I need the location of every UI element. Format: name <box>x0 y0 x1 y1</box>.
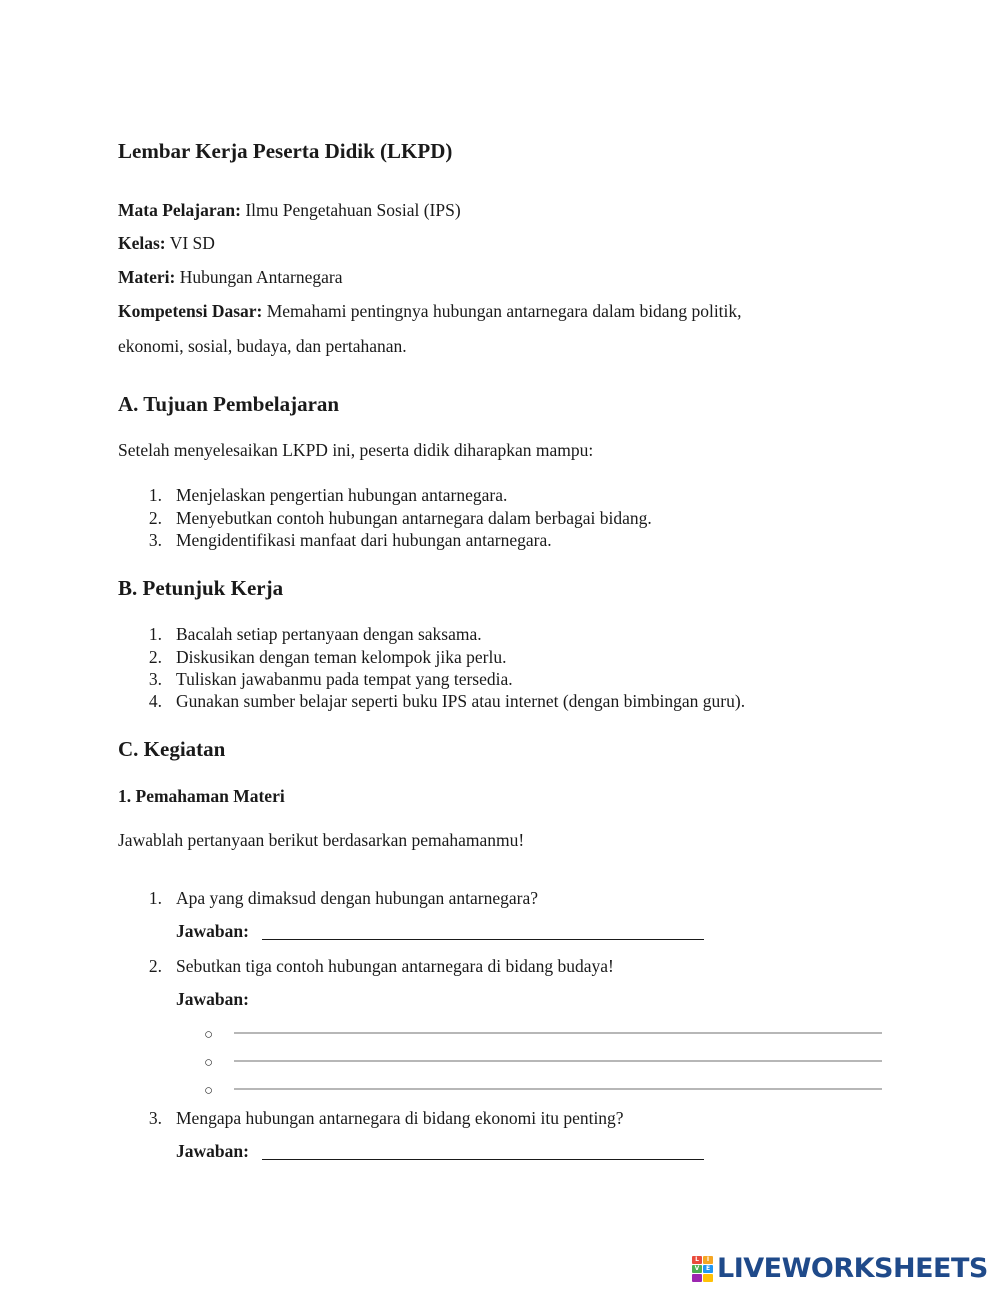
list-text: Mengidentifikasi manfaat dari hubungan antarnegara. <box>176 530 552 550</box>
list-text: Tuliskan jawabanmu pada tempat yang tersedia. <box>176 669 513 689</box>
topic-row <box>118 267 343 288</box>
list-number: 3. <box>148 669 162 689</box>
bullet-icon: ○ <box>204 1055 214 1071</box>
liveworksheets-logo[interactable] <box>692 1253 988 1284</box>
answer-input-1[interactable] <box>262 939 704 940</box>
list-text: Menjelaskan pengertian hubungan antarnegara. <box>176 485 508 505</box>
section-a-heading: A. Tujuan Pembelajaran <box>118 392 340 416</box>
competency-value-line1: Memahami pentingnya hubungan antarnegara dalam bidang politik, <box>262 301 742 321</box>
topic-label: Materi: <box>118 267 176 287</box>
answer-input-2c[interactable] <box>234 1088 882 1090</box>
list-number: 2. <box>148 508 162 528</box>
answer-label: Jawaban: <box>176 1141 249 1161</box>
class-row <box>118 233 215 254</box>
question-text: Apa yang dimaksud dengan hubungan antarnegara? <box>176 888 539 908</box>
section-a-intro: Setelah menyelesaikan LKPD ini, peserta didik diharapkan mampu: <box>118 440 594 460</box>
competency-value-line2: ekonomi, sosial, budaya, dan pertahanan. <box>118 336 407 356</box>
logo-icon <box>692 1256 713 1282</box>
logo-tile <box>692 1274 702 1282</box>
list-number: 1. <box>148 624 162 644</box>
list-text: Menyebutkan contoh hubungan antarnegara dalam berbagai bidang. <box>176 508 652 528</box>
bullet-icon: ○ <box>204 1027 214 1043</box>
list-text: Bacalah setiap pertanyaan dengan saksama. <box>176 624 482 644</box>
list-number: 2. <box>148 647 162 667</box>
logo-tile: V <box>692 1265 702 1273</box>
list-number: 4. <box>148 691 162 711</box>
class-label: Kelas: <box>118 233 166 253</box>
answer-label: Jawaban: <box>176 989 249 1009</box>
question-text: Mengapa hubungan antarnegara di bidang ekonomi itu penting? <box>176 1108 624 1128</box>
answer-input-3[interactable] <box>262 1159 704 1160</box>
question-number: 1. <box>148 888 162 908</box>
answer-input-2b[interactable] <box>234 1060 882 1062</box>
question-number: 3. <box>148 1108 162 1128</box>
section-c-heading: C. Kegiatan <box>118 737 226 761</box>
answer-label: Jawaban: <box>176 921 249 941</box>
logo-tile: L <box>692 1256 702 1264</box>
competency-label: Kompetensi Dasar: <box>118 301 263 321</box>
bullet-icon: ○ <box>204 1083 214 1099</box>
answer-input-2a[interactable] <box>234 1032 882 1034</box>
class-value: VI SD <box>165 233 215 253</box>
question-number: 2. <box>148 956 162 976</box>
logo-tile: E <box>703 1265 713 1273</box>
logo-tile <box>703 1274 713 1282</box>
document-title: Lembar Kerja Peserta Didik (LKPD) <box>118 139 453 163</box>
question-text: Sebutkan tiga contoh hubungan antarnegara di bidang budaya! <box>176 956 614 976</box>
subject-row <box>118 200 461 221</box>
logo-tile: I <box>703 1256 713 1264</box>
subject-label: Mata Pelajaran: <box>118 200 241 220</box>
section-c-intro: Jawablah pertanyaan berikut berdasarkan pemahamanmu! <box>118 830 525 850</box>
competency-row <box>118 301 742 322</box>
list-number: 1. <box>148 485 162 505</box>
list-text: Gunakan sumber belajar seperti buku IPS atau internet (dengan bimbingan guru). <box>176 691 746 711</box>
section-c-subheading: 1. Pemahaman Materi <box>118 786 285 806</box>
subject-value: Ilmu Pengetahuan Sosial (IPS) <box>240 200 461 220</box>
list-text: Diskusikan dengan teman kelompok jika perlu. <box>176 647 507 667</box>
section-b-heading: B. Petunjuk Kerja <box>118 576 284 600</box>
topic-value: Hubungan Antarnegara <box>175 267 343 287</box>
logo-text: LIVEWORKSHEETS <box>717 1253 988 1284</box>
list-number: 3. <box>148 530 162 550</box>
